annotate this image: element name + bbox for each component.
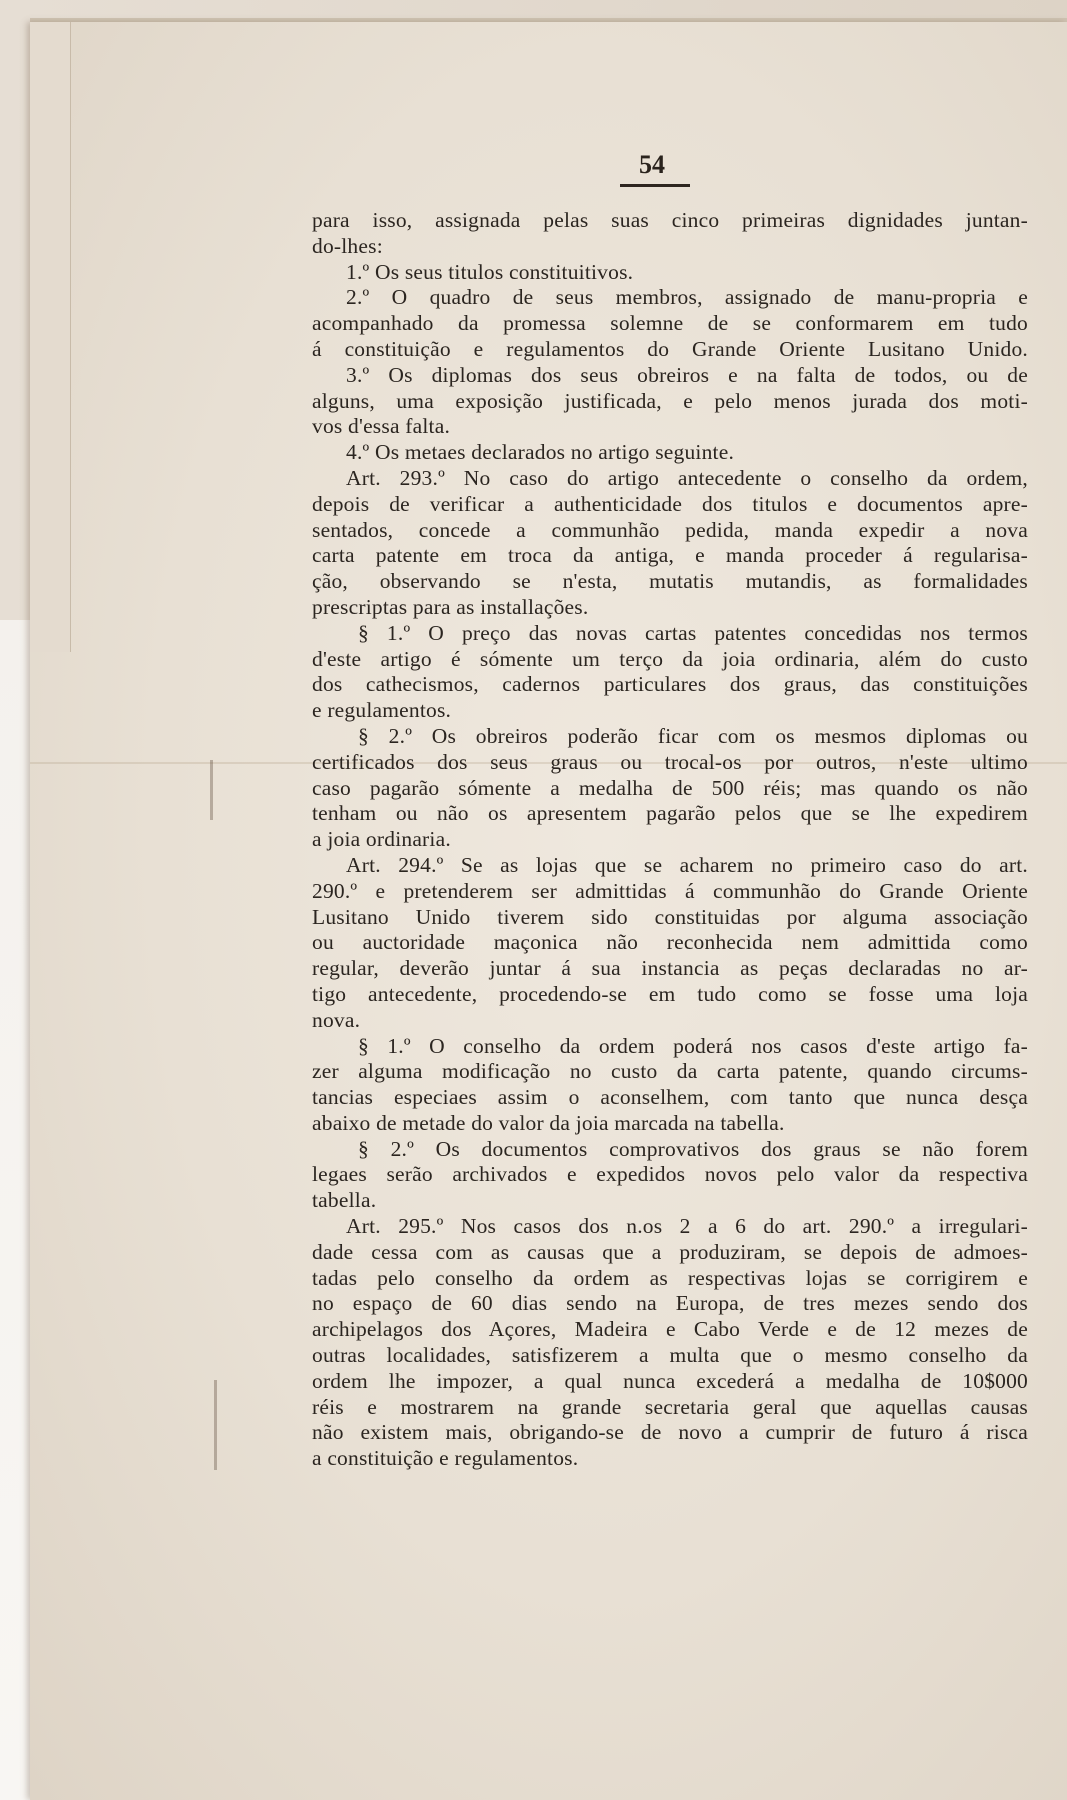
text-line: ordem lhe impozer, a qual nunca excederá a medalha de 10$000: [312, 1368, 1028, 1393]
paper-blemish: [210, 760, 213, 820]
text-line: tigo antecedente, procedendo-se em tudo como se fosse uma loja: [312, 981, 1028, 1006]
text-line: § 2.º Os obreiros poderão ficar com os mesmos diplomas ou: [358, 723, 1028, 748]
page-number: 54: [639, 150, 665, 179]
text-line: réis e mostrarem na grande secretaria geral que aquellas causas: [312, 1394, 1028, 1419]
text-line: § 2.º Os documentos comprovativos dos graus se não forem: [358, 1136, 1028, 1161]
text-line: no espaço de 60 dias sendo na Europa, de tres mezes sendo dos: [312, 1291, 1028, 1316]
underlying-page-edge: [30, 22, 71, 652]
text-line: nova.: [312, 1007, 361, 1032]
text-line: ou auctoridade maçonica não reconhecida nem admittida como: [312, 930, 1028, 955]
text-line: tadas pelo conselho da ordem as respectivas lojas se corrigirem e: [312, 1265, 1028, 1290]
article-text: [312, 208, 1028, 1472]
text-line: prescriptas para as installações.: [312, 594, 589, 619]
text-line: Art. 294.º Se as lojas que se acharem no primeiro caso do art.: [346, 852, 1028, 877]
text-line: 3.º Os diplomas dos seus obreiros e na falta de todos, ou de: [346, 362, 1028, 387]
text-line: acompanhado da promessa solemne de se conformarem em tudo: [312, 311, 1028, 336]
text-line: Art. 293.º No caso do artigo antecedente o conselho da ordem,: [346, 465, 1028, 490]
text-line: carta patente em troca da antiga, e manda proceder á regularisa-: [312, 543, 1028, 568]
text-line: á constituição e regulamentos do Grande Oriente Lusitano Unido.: [312, 336, 1028, 361]
text-line: legaes serão archivados e expedidos novos pelo valor da respectiva: [312, 1162, 1028, 1187]
text-line: abaixo de metade do valor da joia marcada na tabella.: [312, 1110, 785, 1135]
text-line: do-lhes:: [312, 233, 383, 258]
text-line: Art. 295.º Nos casos dos n.os 2 a 6 do art. 290.º a irregulari-: [346, 1214, 1028, 1239]
text-line: outras localidades, satisfizerem a multa que o mesmo conselho da: [312, 1343, 1028, 1368]
text-line: ção, observando se n'esta, mutatis mutandis, as formalidades: [312, 569, 1028, 594]
text-line: 1.º Os seus titulos constituitivos.: [346, 259, 634, 284]
text-line: não existem mais, obrigando-se de novo a cumprir de futuro á risca: [312, 1420, 1028, 1445]
text-line: tabella.: [312, 1188, 377, 1213]
text-line: a joia ordinaria.: [312, 827, 451, 852]
text-line: 290.º e pretenderem ser admittidas á communhão do Grande Oriente: [312, 878, 1028, 903]
text-line: § 1.º O preço das novas cartas patentes concedidas nos termos: [358, 620, 1028, 645]
paper-blemish: [214, 1380, 217, 1470]
page-number-rule: [620, 184, 690, 187]
text-line: caso pagarão sómente a medalha de 500 réis; mas quando os não: [312, 775, 1028, 800]
text-line: tancias especiaes assim o aconselhem, com tanto que nunca desça: [312, 1085, 1028, 1110]
text-line: 4.º Os metaes declarados no artigo seguinte.: [346, 440, 735, 465]
text-line: 2.º O quadro de seus membros, assignado de manu-propria e: [346, 285, 1028, 310]
text-line: alguns, uma exposição justificada, e pelo menos jurada dos moti-: [312, 388, 1028, 413]
text-line: depois de verificar a authenticidade dos titulos e documentos apre-: [312, 491, 1028, 516]
text-line: sentados, concede a communhão pedida, manda expedir a nova: [312, 517, 1028, 542]
text-line: § 1.º O conselho da ordem poderá nos casos d'este artigo fa-: [358, 1033, 1028, 1058]
text-line: dos cathecismos, cadernos particulares dos graus, das constituições: [312, 672, 1028, 697]
text-line: regular, deverão juntar á sua instancia as peças declaradas no ar-: [312, 956, 1028, 981]
text-line: e regulamentos.: [312, 698, 452, 723]
text-line: a constituição e regulamentos.: [312, 1446, 579, 1471]
text-line: dade cessa com as causas que a produziram, se depois de admoes-: [312, 1239, 1028, 1264]
text-line: d'este artigo é sómente um terço da joia ordinaria, além do custo: [312, 646, 1028, 671]
text-line: Lusitano Unido tiverem sido constituidas por alguma associação: [312, 904, 1028, 929]
text-line: vos d'essa falta.: [312, 414, 451, 439]
text-line: archipelagos dos Açores, Madeira e Cabo Verde e de 12 mezes de: [312, 1317, 1028, 1342]
text-line: certificados dos seus graus ou trocal-os por outros, n'este ultimo: [312, 749, 1028, 774]
text-line: tenham ou não os apresentem pagarão pelos que se lhe expedirem: [312, 801, 1028, 826]
text-line: para isso, assignada pelas suas cinco primeiras dignidades juntan-: [312, 208, 1028, 232]
text-line: zer alguma modificação no custo da carta patente, quando circums-: [312, 1059, 1028, 1084]
